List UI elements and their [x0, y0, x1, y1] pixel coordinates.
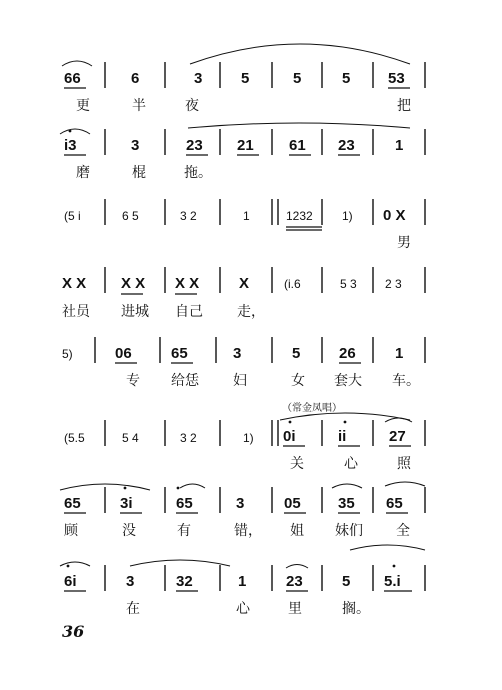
note-r5-3: 65	[171, 345, 188, 362]
note-r8-5: 23	[286, 573, 303, 590]
lyric-r1-3: 夜	[185, 98, 199, 114]
lyric-r4-3: 自己	[175, 304, 203, 320]
lyric-r1-1: 更	[76, 98, 90, 114]
octave-dot	[344, 421, 347, 424]
note-r7-2: 3i	[120, 495, 133, 512]
note-r3-2: 6 5	[122, 209, 139, 223]
note-r6-6: ii	[338, 428, 347, 445]
singer-annotation: （常金凤唱）	[282, 403, 342, 414]
note-r8-2: 3	[126, 573, 135, 590]
note-r2-2: 3	[131, 137, 140, 154]
lyric-r7-3: 有	[177, 523, 191, 539]
note-r1-2: 6	[131, 70, 140, 87]
lyric-r5-5: 套大	[334, 373, 362, 389]
octave-dot	[67, 565, 70, 568]
lyric-r8-3: 里	[288, 601, 302, 617]
note-r5-7: 1	[395, 345, 404, 362]
note-r6-7: 27	[389, 428, 406, 445]
note-r6-4: 1)	[243, 431, 254, 445]
note-r1-1: 66	[64, 70, 81, 87]
lyric-r7-5: 姐	[290, 523, 304, 539]
octave-dot	[177, 487, 180, 490]
note-r5-2: 06	[115, 345, 132, 362]
note-r3-4: 1	[243, 209, 250, 223]
lyric-r7-4: 错，	[234, 523, 262, 539]
note-r2-7: 1	[395, 137, 404, 154]
note-r4-5: (i.6	[284, 277, 301, 291]
lyric-r7-2: 没	[122, 523, 136, 539]
note-r3-3: 3 2	[180, 209, 197, 223]
note-r3-5: 1232	[286, 209, 313, 223]
note-r1-5: 5	[293, 70, 302, 87]
lyric-r7-1: 顾	[64, 523, 78, 539]
note-r3-7: 0 X	[383, 207, 406, 224]
note-r4-1: X X	[62, 275, 87, 292]
note-r3-6: 1)	[342, 209, 353, 223]
note-r4-4: X	[239, 275, 250, 292]
octave-dot	[124, 487, 127, 490]
slur-arc	[385, 418, 412, 422]
slur-arc	[62, 61, 92, 66]
note-r5-1: 5)	[62, 347, 73, 361]
lyric-r6-2: 心	[344, 456, 358, 472]
octave-dot	[69, 130, 72, 133]
note-r7-7: 65	[386, 495, 403, 512]
note-r4-2: X X	[121, 275, 146, 292]
note-r8-4: 1	[238, 573, 247, 590]
slur-arc	[188, 123, 410, 128]
lyric-r1-4: 把	[397, 98, 411, 114]
slur-arc	[60, 562, 90, 566]
note-r2-4: 21	[237, 137, 254, 154]
note-r7-4: 3	[236, 495, 245, 512]
lyric-r6-3: 照	[397, 456, 411, 472]
lyric-r3-1: 男	[397, 235, 411, 251]
note-r4-3: X X	[175, 275, 200, 292]
lyric-r4-2: 进城	[121, 304, 149, 320]
note-r8-1: 6i	[64, 573, 77, 590]
lyric-r4-1: 社员	[62, 304, 90, 320]
slur-arc	[180, 484, 205, 488]
lyric-r7-6: 妹们	[335, 523, 363, 539]
note-r7-3: 65	[176, 495, 193, 512]
note-r2-3: 23	[186, 137, 203, 154]
lyric-r7-7: 全	[396, 523, 410, 539]
lyric-r2-2: 棍	[132, 165, 146, 181]
note-r5-5: 5	[292, 345, 301, 362]
lyric-r8-4: 搁。	[342, 601, 370, 617]
note-r5-4: 3	[233, 345, 242, 362]
lyric-r5-4: 女	[291, 373, 305, 389]
note-r8-3: 32	[176, 573, 193, 590]
note-r1-7: 53	[388, 70, 405, 87]
note-r2-1: i3	[64, 137, 77, 154]
note-r4-6: 5 3	[340, 277, 357, 291]
slur-arc	[350, 545, 425, 550]
note-r7-5: 05	[284, 495, 301, 512]
note-r3-1: (5 i	[64, 209, 81, 223]
lyric-r2-1: 磨	[76, 165, 90, 181]
note-r6-5: 0i	[283, 428, 296, 445]
slur-arc	[286, 565, 308, 569]
note-r2-6: 23	[338, 137, 355, 154]
lyric-r5-1: 专	[126, 373, 140, 389]
note-r8-6: 5	[342, 573, 351, 590]
page-number: 36	[62, 622, 85, 641]
note-r4-7: 2 3	[385, 277, 402, 291]
lyric-r8-2: 心	[236, 601, 250, 617]
lyric-r1-2: 半	[132, 98, 146, 114]
slur-arc	[130, 560, 230, 566]
slur-arc	[60, 129, 90, 134]
octave-dot	[289, 421, 292, 424]
note-r6-1: (5.5	[64, 431, 85, 445]
note-r1-4: 5	[241, 70, 250, 87]
note-r6-3: 3 2	[180, 431, 197, 445]
note-r1-6: 5	[342, 70, 351, 87]
slur-arc	[332, 484, 362, 488]
lyric-r2-3: 拖。	[184, 165, 212, 181]
lyric-r4-4: 走，	[237, 304, 265, 320]
lyric-r5-6: 车。	[392, 373, 420, 389]
note-r2-5: 61	[289, 137, 306, 154]
note-r7-1: 65	[64, 495, 81, 512]
slur-arc	[190, 44, 410, 64]
lyric-r6-1: 关	[290, 456, 304, 472]
lyric-r5-2: 给恁	[171, 373, 199, 389]
lyric-r8-1: 在	[126, 601, 140, 617]
octave-dot	[393, 565, 396, 568]
note-r8-7: 5.i	[384, 573, 401, 590]
note-r6-2: 5 4	[122, 431, 139, 445]
note-r7-6: 35	[338, 495, 355, 512]
note-r1-3: 3	[194, 70, 203, 87]
note-r5-6: 26	[339, 345, 356, 362]
slur-arc	[385, 482, 425, 486]
lyric-r5-3: 妇	[233, 373, 247, 389]
